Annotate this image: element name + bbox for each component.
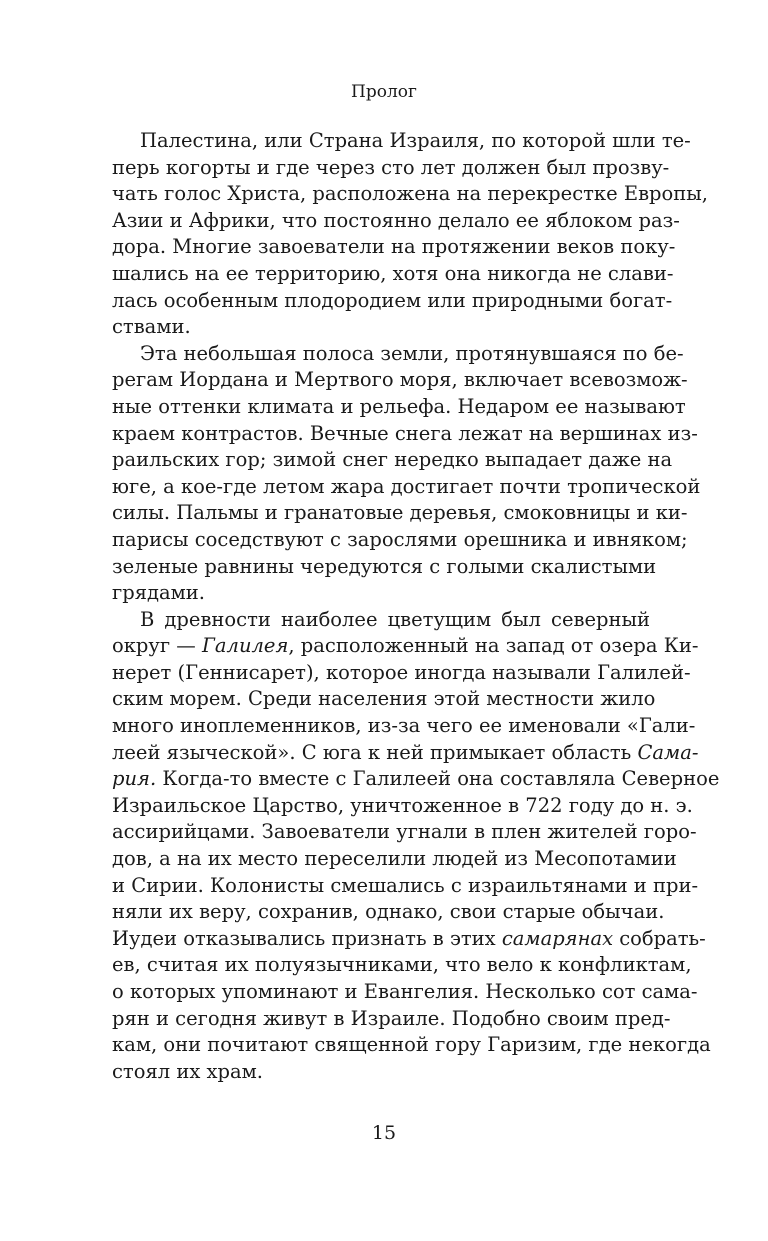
text-segment: ев, считая их полуязычниками, что вело к конфликтам,: [112, 953, 692, 977]
text-line: [112, 447, 673, 474]
text-segment: ским морем. Среди населения этой местности жило: [112, 687, 656, 711]
text-line: [112, 926, 706, 953]
text-segment: зеленые равнины чередуются с голыми скалистыми: [112, 554, 657, 578]
text-line: [112, 713, 696, 740]
text-segment: кам, они почитают священной гору Гаризим, где некогда: [112, 1033, 711, 1057]
text-line: [112, 554, 657, 581]
text-segment: чать голос Христа, расположена на перекрестке Европы,: [112, 182, 708, 206]
text-line: [112, 394, 686, 421]
text-segment: Израильское Царство, уничтоженное в 722 году до н. э.: [112, 793, 693, 817]
text-line: [112, 1059, 650, 1086]
text-segment: рян и сегодня живут в Израиле. Подобно своим пред-: [112, 1006, 671, 1030]
text-line: [112, 527, 688, 554]
paragraph: [112, 607, 720, 1086]
text-line: [112, 846, 677, 873]
text-line: [112, 793, 693, 820]
text-segment: парисы соседствуют с зарослями орешника и ивняком;: [112, 527, 688, 551]
text-segment: раильских гор; зимой снег нередко выпадает даже на: [112, 448, 673, 472]
italic-term: самарянах: [501, 926, 614, 950]
text-line: [112, 261, 674, 288]
text-segment: собрать-: [613, 926, 706, 950]
text-segment: ные оттенки климата и рельефа. Недаром ее называют: [112, 394, 686, 418]
text-segment: нерет (Геннисарет), которое иногда называли Галилей-: [112, 660, 691, 684]
text-line: [112, 367, 688, 394]
text-line: [112, 128, 691, 155]
text-line: [112, 899, 665, 926]
text-segment: много иноплеменников, из-за чего ее именовали «Гали-: [112, 714, 696, 738]
italic-term: рия.: [112, 767, 157, 791]
text-segment: , расположенный на запад от озера Ки-: [288, 634, 699, 658]
text-segment: краем контрастов. Вечные снега лежат на вершинах из-: [112, 421, 698, 445]
text-line: [112, 474, 701, 501]
text-line: [112, 421, 698, 448]
text-line: [112, 155, 670, 182]
text-line: [112, 607, 650, 634]
text-line: [112, 660, 691, 687]
text-segment: силы. Пальмы и гранатовые деревья, смоковницы и ки-: [112, 501, 688, 525]
text-segment: перь когорты и где через сто лет должен был прозву-: [112, 155, 670, 179]
text-line: [112, 819, 697, 846]
text-line: [112, 1032, 711, 1059]
text-segment: ассирийцами. Завоеватели угнали в плен жителей горо-: [112, 820, 697, 844]
text-segment: и Сирии. Колонисты смешались с израильтянами и при-: [112, 873, 699, 897]
text-segment: дора. Многие завоеватели на протяжении веков поку-: [112, 235, 676, 259]
text-segment: регам Иордана и Мертвого моря, включает всевозмож-: [112, 368, 688, 392]
text-segment: Когда-то вместе с Галилеей она составляла Северное: [156, 767, 720, 791]
text-line: [112, 288, 673, 315]
text-line: [112, 580, 650, 607]
text-line: [112, 740, 699, 767]
text-line: [112, 208, 680, 235]
text-line: [112, 314, 650, 341]
body-text: [112, 128, 720, 1085]
text-segment: Иудеи отказывались признать в этих: [112, 926, 502, 950]
text-segment: ствами.: [112, 315, 191, 339]
text-line: [112, 952, 692, 979]
italic-term: Сама-: [637, 740, 699, 764]
text-segment: леей языческой». С юга к ней примыкает область: [112, 740, 638, 764]
text-line: [112, 341, 684, 368]
text-line: [112, 633, 699, 660]
text-segment: дов, а на их место переселили людей из Месопотамии: [112, 847, 677, 871]
text-segment: Эта небольшая полоса земли, протянувшаяся по бе-: [140, 341, 684, 365]
text-segment: о которых упоминают и Евангелия. Несколько сот сама-: [112, 980, 698, 1003]
text-segment: юге, а кое-где летом жара достигает почти тропической: [112, 474, 701, 498]
text-line: [112, 873, 699, 900]
text-segment: лась особенным плодородием или природными богат-: [112, 288, 673, 312]
italic-term: Галилея: [202, 634, 289, 658]
text-line: [112, 1006, 671, 1033]
text-segment: грядами.: [112, 581, 205, 605]
text-line: [112, 686, 656, 713]
text-segment: шались на ее территорию, хотя она никогда не слави-: [112, 261, 674, 285]
text-line: [112, 766, 720, 793]
text-line: [112, 181, 708, 208]
text-segment: В древности наиболее цветущим был северный: [140, 607, 650, 631]
text-line: [112, 979, 698, 1006]
text-line: [112, 234, 676, 261]
text-segment: Палестина, или Страна Израиля, по которой шли те-: [140, 129, 691, 152]
running-head: Пролог: [351, 82, 417, 102]
text-line: [112, 500, 688, 527]
text-segment: няли их веру, сохранив, однако, свои старые обычаи.: [112, 900, 665, 924]
text-segment: Азии и Африки, что постоянно делало ее яблоком раз-: [112, 208, 680, 232]
text-segment: стоял их храм.: [112, 1059, 264, 1083]
paragraph: [112, 341, 701, 607]
paragraph: [112, 128, 708, 341]
page-number: 15: [371, 1122, 397, 1144]
text-segment: округ —: [112, 634, 202, 658]
